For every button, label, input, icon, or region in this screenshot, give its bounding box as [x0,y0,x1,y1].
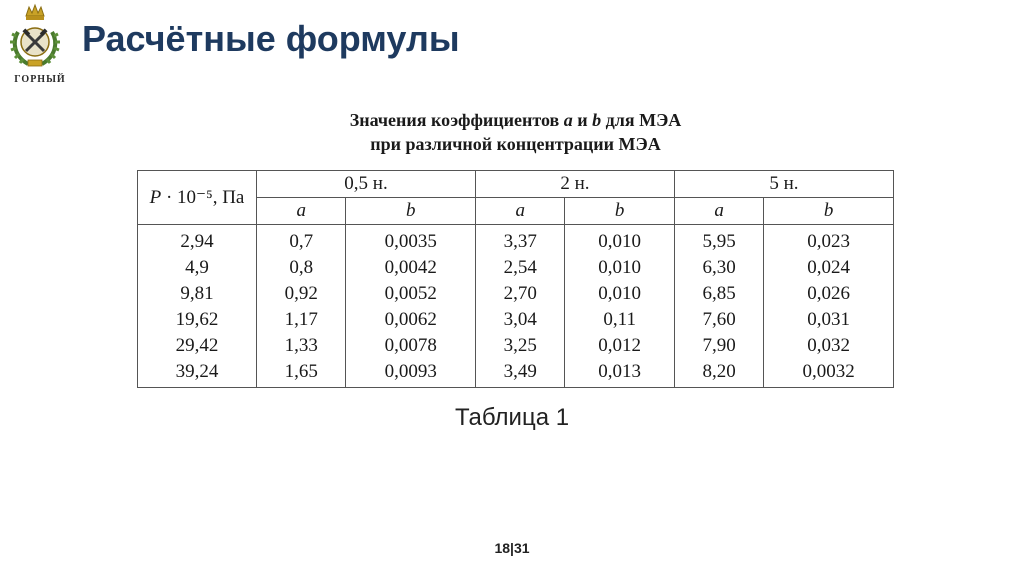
pressure-cell: 19,62 [138,307,257,333]
coefficient-cell: 7,60 [674,307,763,333]
concentration-group-header: 5 н. [674,171,893,198]
coefficient-cell: 0,010 [565,281,675,307]
coefficient-cell: 0,032 [764,333,894,359]
emblem-icon [4,2,66,74]
pressure-cell: 2,94 [138,225,257,256]
coefficient-cell: 0,0093 [346,359,476,388]
coefficient-subheader: a [257,198,346,225]
coefficient-cell: 0,8 [257,255,346,281]
concentration-group-header: 2 н. [476,171,675,198]
coefficient-cell: 1,17 [257,307,346,333]
coefficient-cell: 0,0052 [346,281,476,307]
coefficient-cell: 0,0035 [346,225,476,256]
university-emblem-logo [4,2,66,88]
slide-title: Расчётные формулы [82,18,460,59]
coefficient-cell: 0,024 [764,255,894,281]
coefficient-cell: 1,65 [257,359,346,388]
coefficient-cell: 3,49 [476,359,565,388]
page-number: 18|31 [494,540,530,556]
coefficient-cell: 0,031 [764,307,894,333]
coefficient-cell: 0,013 [565,359,675,388]
coefficient-subheader: b [764,198,894,225]
coefficient-cell: 0,0042 [346,255,476,281]
coefficient-cell: 2,70 [476,281,565,307]
pressure-cell: 9,81 [138,281,257,307]
table-label: Таблица 1 [454,404,570,431]
coefficient-cell: 0,023 [764,225,894,256]
coefficient-cell: 0,0032 [764,359,894,388]
coefficient-cell: 0,7 [257,225,346,256]
coefficient-cell: 8,20 [674,359,763,388]
pressure-cell: 4,9 [138,255,257,281]
coefficient-cell: 7,90 [674,333,763,359]
coefficient-cell: 0,0062 [346,307,476,333]
pressure-cell: 39,24 [138,359,257,388]
coefficient-cell: 6,85 [674,281,763,307]
coefficient-cell: 3,04 [476,307,565,333]
pressure-column-header: P · 10⁻⁵, Па [138,171,257,225]
table-row [138,255,894,281]
coefficient-cell: 0,026 [764,281,894,307]
pressure-cell: 29,42 [138,333,257,359]
coefficient-cell: 6,30 [674,255,763,281]
coefficient-cell: 5,95 [674,225,763,256]
coefficient-cell: 3,37 [476,225,565,256]
table-caption [137,108,894,156]
coefficient-cell: 0,0078 [346,333,476,359]
table-row [138,359,894,388]
coefficient-subheader: a [476,198,565,225]
coefficient-cell: 0,012 [565,333,675,359]
table-row [138,225,894,256]
coefficient-cell: 0,010 [565,225,675,256]
logo-text: ГОРНЫЙ [14,74,66,85]
coefficient-subheader: a [674,198,763,225]
coefficient-cell: 0,010 [565,255,675,281]
coefficient-subheader: b [346,198,476,225]
coefficient-cell: 0,11 [565,307,675,333]
concentration-group-header: 0,5 н. [257,171,476,198]
coefficient-cell: 2,54 [476,255,565,281]
caption-line2: при различной концентрации МЭА [370,134,661,154]
table-figure [137,108,894,388]
coefficient-cell: 0,92 [257,281,346,307]
caption-line1: Значения коэффициентов a и b для МЭА [349,110,682,130]
coefficients-table [137,170,894,388]
table-row [138,281,894,307]
table-row [138,307,894,333]
coefficient-cell: 3,25 [476,333,565,359]
coefficient-subheader: b [565,198,675,225]
coefficient-cell: 1,33 [257,333,346,359]
table-row [138,333,894,359]
